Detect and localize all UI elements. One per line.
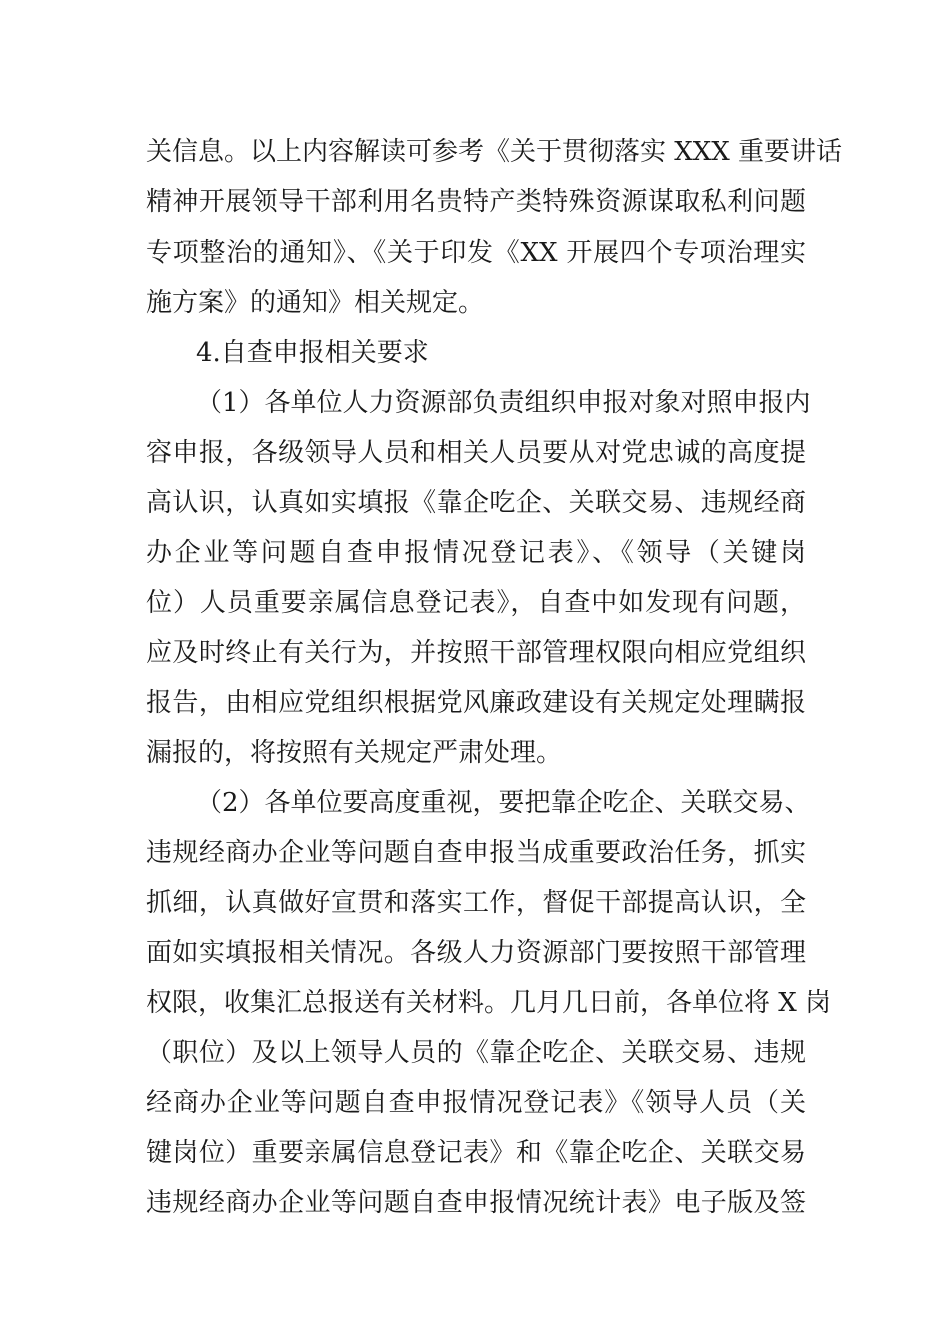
paragraph-line: 精神开展领导干部利用名贵特产类特殊资源谋取私利问题 [146,187,806,217]
paragraph-line: 权限，收集汇总报送有关材料。几月几日前，各单位将 X 岗 [146,988,832,1018]
section-heading: 4.自查申报相关要求 [196,338,429,368]
paragraph-line: （2）各单位要高度重视，要把靠企吃企、关联交易、 [196,788,811,818]
paragraph-line: 位）人员重要亲属信息登记表》，自查中如发现有问题， [146,588,806,618]
paragraph-line: 容申报，各级领导人员和相关人员要从对党忠诚的高度提 [146,438,806,468]
paragraph-line: 专项整治的通知》、《关于印发《XX 开展四个专项治理实 [146,238,806,268]
paragraph-line: 抓细，认真做好宣贯和落实工作，督促干部提高认识，全 [146,888,806,918]
paragraph-line: 关信息。以上内容解读可参考《关于贯彻落实 XXX 重要讲话 [146,137,843,167]
paragraph-line: 违规经商办企业等问题自查申报情况统计表》电子版及签 [146,1188,806,1218]
paragraph-line: （1）各单位人力资源部负责组织申报对象对照申报内 [196,388,811,418]
paragraph-line: 高认识，认真如实填报《靠企吃企、关联交易、违规经商 [146,488,806,518]
paragraph-line: 键岗位）重要亲属信息登记表》和《靠企吃企、关联交易 [146,1138,806,1168]
paragraph-line: 违规经商办企业等问题自查申报当成重要政治任务，抓实 [146,838,806,868]
paragraph-line: 施方案》的通知》相关规定。 [146,288,485,318]
paragraph-line: 漏报的，将按照有关规定严肃处理。 [146,738,563,768]
paragraph-line: 面如实填报相关情况。各级人力资源部门要按照干部管理 [146,938,806,968]
paragraph-line: 经商办企业等问题自查申报情况登记表》《领导人员（关 [146,1088,806,1118]
paragraph-line: （职位）及以上领导人员的《靠企吃企、关联交易、违规 [146,1038,806,1068]
paragraph-line: 办企业等问题自查申报情况登记表》、《领导（关键岗 [146,538,806,568]
paragraph-line: 应及时终止有关行为，并按照干部管理权限向相应党组织 [146,638,806,668]
paragraph-line: 报告，由相应党组织根据党风廉政建设有关规定处理瞒报 [146,688,806,718]
